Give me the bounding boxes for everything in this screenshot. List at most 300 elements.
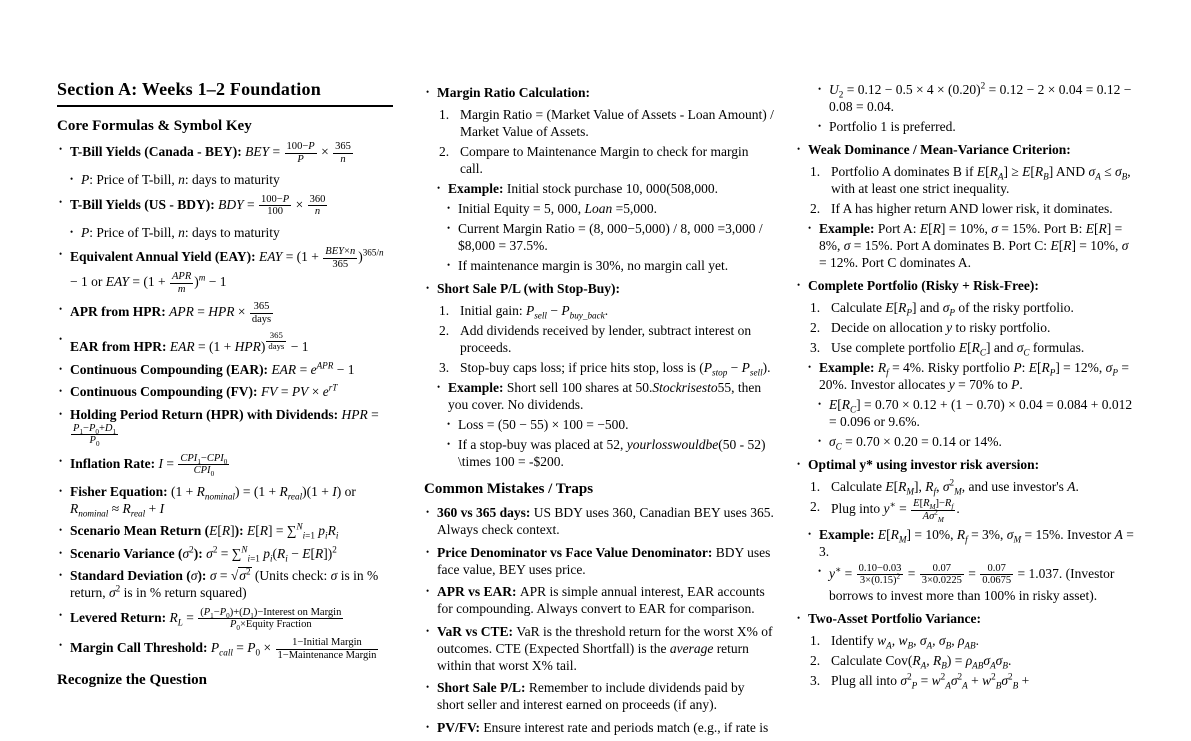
math-var: P xyxy=(247,639,256,655)
math-var: B xyxy=(945,640,952,651)
math-var: σ xyxy=(1121,238,1129,253)
math-roman: = xyxy=(841,565,856,581)
fraction-numerator: 100−P xyxy=(286,141,315,153)
superscript: 2 xyxy=(940,671,946,682)
fraction-numerator: 365 xyxy=(335,141,351,153)
item-text xyxy=(808,457,1039,472)
item-text: P: Price of T-bill, n: days to maturity xyxy=(81,224,280,240)
math-var: BEY xyxy=(245,144,270,160)
fraction-denominator: $3\times(0.15)^2$ xyxy=(857,574,904,587)
math-var: P xyxy=(308,141,315,153)
item-text: Initial Equity = 5, 000, Loan =5,000. xyxy=(458,201,657,216)
item-text: Use complete portfolio $E[R_C]$ and $\sigma_C$ formulas. xyxy=(831,340,1085,358)
bold-text: APR vs EAR: xyxy=(437,584,520,600)
math-var: f xyxy=(965,534,968,545)
math-var: rT xyxy=(328,382,338,393)
math-var: E xyxy=(1085,221,1095,236)
math-roman: = xyxy=(367,406,379,422)
math-var: C xyxy=(850,404,857,415)
math-roman: = 12% xyxy=(819,255,855,270)
subscript xyxy=(750,368,763,378)
bold-text: PV/FV: xyxy=(437,719,484,735)
bullet-marker: • xyxy=(59,609,63,620)
bullet-item xyxy=(795,220,1137,271)
item-text: Example: Initial stock purchase 10, 000(508,000. xyxy=(448,181,718,196)
math-var: E xyxy=(976,164,986,179)
fraction xyxy=(979,563,1014,588)
math-roman: 8, 000 = xyxy=(680,221,726,236)
math-var: σ xyxy=(108,585,116,601)
math-roman: − 1 xyxy=(205,273,227,289)
bold-text: Levered Return: xyxy=(70,609,170,625)
math-var: p xyxy=(318,523,326,539)
math-roman: ] = 10%, xyxy=(940,221,992,236)
math-roman: + xyxy=(967,673,983,689)
superscript: ∗ xyxy=(835,564,842,575)
math-var: σ xyxy=(900,673,908,689)
math-var: E xyxy=(829,397,838,412)
bullet-marker: • xyxy=(818,84,822,94)
math-var: n xyxy=(349,246,356,258)
math-var: R xyxy=(925,479,934,494)
subscript: 1 xyxy=(250,611,254,620)
bullet-item xyxy=(424,623,774,674)
item-text xyxy=(70,141,354,165)
superscript: 2 xyxy=(189,544,194,555)
math-var: m xyxy=(198,272,206,283)
subscript xyxy=(131,508,145,518)
bullet-item xyxy=(795,396,1137,430)
math-var: R xyxy=(1063,238,1072,253)
math-var: R xyxy=(277,545,286,561)
item-text: Current Margin Ratio = (8, 000−5,000) / 8, 000 =3,000 / $8,000 = 37.5%. xyxy=(458,221,763,253)
math-var: HPR xyxy=(208,303,235,319)
math-var: E xyxy=(958,340,968,355)
fraction xyxy=(910,498,956,523)
math-roman: = xyxy=(612,201,624,216)
item-text: Plug into y∗ = $\frac{E[R_M]-R_f}{A\sigma^2_M}$ . xyxy=(831,498,960,524)
bullet-item xyxy=(57,224,393,241)
numbered-item xyxy=(795,478,1137,495)
bullet-marker: • xyxy=(59,386,63,397)
math-roman: = 15% xyxy=(1021,526,1061,542)
math-var: R xyxy=(196,483,205,499)
math-roman: 5, 000, xyxy=(543,201,585,216)
math-var: A xyxy=(886,640,892,651)
bullet-marker: • xyxy=(437,183,441,193)
math-var: R xyxy=(890,526,899,542)
item-text: Short Sale P/L: Remember to include dividends paid by short seller and interest earned on proceeds (if any). xyxy=(437,680,745,713)
bold-text: Equivalent Annual Yield (EAY): xyxy=(70,249,260,265)
math-var: E xyxy=(1022,164,1031,179)
fraction xyxy=(70,423,119,448)
item-text: Calculate $E[R_P]$ and $\sigma_P$ of the risky portfolio. xyxy=(831,300,1074,318)
math-var: PV xyxy=(291,384,309,400)
bullet-marker: • xyxy=(447,260,451,270)
math-var: EAR xyxy=(169,339,195,355)
bullet-marker: • xyxy=(59,525,63,536)
math-var: P xyxy=(525,303,535,318)
fraction-numerator: $P_1-P_0+D_1$ xyxy=(73,422,117,436)
math-var: CPI xyxy=(180,452,198,464)
math-roman: = xyxy=(232,639,248,655)
bullet-marker: • xyxy=(426,586,430,597)
math-var: n xyxy=(178,224,185,240)
math-var: R xyxy=(279,483,288,499)
math-var: R xyxy=(923,498,930,509)
math-roman: = xyxy=(163,455,178,471)
superscript: 2 xyxy=(115,583,121,594)
bullet-item xyxy=(57,637,393,662)
bold-text: T-Bill Yields (US - BDY): xyxy=(70,196,219,212)
item-text: VaR vs CTE: VaR is the threshold return for the worst X% of outcomes. CTE (Expected Shortfall) is the average return within that worst X% tail. xyxy=(437,623,773,673)
math-var: M xyxy=(906,486,914,497)
bold-text: Continuous Compounding (FV): xyxy=(70,384,261,400)
math-var: w xyxy=(877,633,887,649)
math-var: R xyxy=(898,300,907,315)
math-var: σ xyxy=(983,653,991,669)
bullet-marker: • xyxy=(426,721,430,732)
bullet-marker: • xyxy=(797,458,801,469)
math-var: P xyxy=(741,360,750,375)
subscript: 0 xyxy=(255,647,261,658)
item-text: Example: Port A: E[R] = 10%, σ = 15%. Port B: E[R] = 8%, σ = 15%. Port A dominates B. Port C: E[R] = 10%, σ = 12%. Port C dominates A. xyxy=(819,221,1129,270)
math-var: E xyxy=(877,526,887,542)
math-var: BDY xyxy=(218,196,244,212)
fraction-denominator xyxy=(285,153,317,166)
bullet-marker: • xyxy=(426,625,430,636)
fraction-denominator: 3×0.0225 xyxy=(921,575,962,587)
math-var: , ρ xyxy=(951,633,965,649)
bullet-item xyxy=(424,379,774,413)
item-text: APR vs EAR: APR is simple annual interest, EAR accounts for compounding. Always convert to EAR for comparison. xyxy=(437,584,765,617)
numbered-item xyxy=(795,163,1137,197)
math-roman: = 0.12 − 0.5 × 4 × (0.20) xyxy=(843,82,981,97)
fraction xyxy=(275,637,380,662)
subscript: 0 xyxy=(236,624,240,633)
bold-text: T-Bill Yields (Canada - BEY): xyxy=(70,144,246,160)
math-var: C xyxy=(835,441,842,452)
bullet-marker: • xyxy=(426,507,430,518)
math-var: E xyxy=(1028,360,1037,375)
math-var: E xyxy=(885,479,894,494)
bullet-marker: • xyxy=(59,249,63,260)
math-var: AB xyxy=(964,640,976,651)
item-text: PV/FV: Ensure interest rate and periods match (e.g., if rate is xyxy=(437,719,769,735)
math-roman: = 20% xyxy=(819,360,1129,392)
fraction-numerator: 1−Initial Margin xyxy=(292,636,362,648)
math-var: σ xyxy=(1088,164,1096,179)
fraction-numerator: $E[R_M]-R_f$ xyxy=(913,498,954,512)
bullet-item xyxy=(424,220,774,254)
item-text: Add dividends received by lender, subtract interest on proceeds. xyxy=(460,323,752,355)
math-var: L xyxy=(177,617,183,628)
fraction-denominator xyxy=(308,205,328,218)
superscript: 2 xyxy=(934,508,938,517)
math-var: P xyxy=(703,360,712,375)
subscript xyxy=(712,368,727,378)
math-var: sell xyxy=(749,367,763,378)
math-roman: ] xyxy=(911,300,917,315)
bullet-marker: • xyxy=(447,439,451,449)
item-text: $E[R_C] = 0.70 \times 0.12 + (1 - 0.70) \times 0.04 = 0.084 + 0.012 = 0.096$ or 9.6%. xyxy=(829,397,1133,429)
item-number: 1. xyxy=(439,107,450,122)
bullet-item xyxy=(424,679,774,713)
item-text: Standard Deviation (σ): $\sigma = √\sigma^2$ (Units check: σ is in % return, $\sigma^2$ is in % return squared) xyxy=(70,566,379,601)
math-roman: ( xyxy=(272,545,278,561)
math-var: A xyxy=(926,640,933,651)
math-var: σ xyxy=(182,545,190,561)
subscript xyxy=(951,503,953,511)
math-roman: − 1 xyxy=(287,339,309,355)
fraction-numerator: $(P_1-P_0)+(D_1)-Interest$ on Margin xyxy=(200,606,342,620)
fraction xyxy=(856,563,905,588)
fraction-numerator: 360 xyxy=(309,193,326,205)
section-heading: Section A: Weeks 1–2 Foundation xyxy=(57,78,393,107)
math-roman: − 1 xyxy=(333,361,355,377)
item-text: Initial gain: $P_{sell} - P_{buy\_back}$. xyxy=(460,303,609,321)
math-roman: = xyxy=(904,565,919,581)
item-text xyxy=(70,606,344,633)
item-number: 1. xyxy=(810,479,821,494)
math-var: σ xyxy=(829,434,836,449)
math-var: APR xyxy=(169,303,194,319)
bold-text: Two-Asset Portfolio Variance: xyxy=(808,610,981,626)
fraction xyxy=(169,271,194,296)
bold-text: Weak Dominance / Mean-Variance Criterion: xyxy=(808,141,1071,157)
math-var: P xyxy=(1049,367,1056,378)
item-text: $U_2 = 0.12 - 0.5 \times 4 \times (0.20)^2 = 0.12 - 2 \times 0.04 = 0.12 - 0.08 = 0.04$. xyxy=(829,80,1132,114)
bullet-marker: • xyxy=(59,570,63,581)
math-var: i xyxy=(335,530,339,541)
fraction-denominator xyxy=(170,283,193,296)
bold-text: Short Sale P/L (with Stop-Buy): xyxy=(437,280,621,296)
math-var: σ xyxy=(1016,340,1024,355)
subscript xyxy=(219,647,233,657)
math-var: E xyxy=(913,498,920,509)
math-var: E xyxy=(302,545,311,561)
math-var: , σ xyxy=(932,633,946,649)
math-var: buy_back xyxy=(569,310,605,321)
math-var: B xyxy=(1002,660,1008,671)
math-var: R xyxy=(70,500,79,516)
math-var: P xyxy=(1013,360,1022,375)
math-var: D xyxy=(104,422,113,434)
math-var: P xyxy=(906,307,912,318)
bullet-marker: • xyxy=(447,203,451,213)
math-var: yourlosswouldbe xyxy=(626,437,719,452)
math-var: i xyxy=(269,553,273,564)
superscript: 2 xyxy=(245,566,251,577)
subscript: 0 xyxy=(95,427,99,436)
bullet-marker: • xyxy=(59,455,63,466)
math-roman: ] ≥ xyxy=(1003,164,1023,179)
fraction-denominator: days xyxy=(268,340,285,351)
math-roman: ] xyxy=(1048,164,1054,179)
subscript: 2 xyxy=(838,89,844,100)
subscript: 0 xyxy=(223,457,228,466)
math-roman: ] = 12%, xyxy=(1055,360,1106,375)
math-var: σ xyxy=(1006,526,1014,542)
math-var: E xyxy=(885,300,894,315)
item-text xyxy=(70,406,379,449)
math-var: σ xyxy=(991,221,998,236)
item-text: Margin Ratio = (Market Value of Assets - Loan Amount) / Market Value of Assets. xyxy=(460,107,774,139)
math-var: Aσ xyxy=(922,510,935,522)
bullet-item xyxy=(57,301,393,326)
math-var: E xyxy=(1050,238,1059,253)
math-roman: ] = ∑ xyxy=(267,523,297,539)
math-var: R xyxy=(989,164,998,179)
math-var: CPI xyxy=(206,452,224,464)
math-var: B xyxy=(941,660,947,671)
subscript xyxy=(1013,534,1021,544)
math-var: σ xyxy=(843,238,851,253)
math-var: w xyxy=(982,673,992,689)
math-var: σ xyxy=(1001,673,1008,689)
math-roman: = xyxy=(895,501,911,516)
item-text xyxy=(808,278,1039,293)
bold-text: Inflation Rate: xyxy=(70,455,159,471)
bullet-item xyxy=(424,504,774,538)
item-text xyxy=(808,142,1071,157)
math-var: , w xyxy=(891,633,908,649)
math-var: e xyxy=(310,361,317,377)
math-var: n xyxy=(379,247,384,258)
math-var: B xyxy=(907,640,914,651)
math-var: P xyxy=(297,153,304,165)
math-var: stop xyxy=(712,367,728,378)
subscript: 1 xyxy=(112,427,117,436)
fraction-numerator xyxy=(170,271,193,283)
bullet-item xyxy=(424,200,774,217)
math-var: R xyxy=(841,397,850,412)
bullet-item xyxy=(57,453,393,478)
math-var: I xyxy=(332,483,337,499)
bullet-marker: • xyxy=(797,612,801,623)
numbered-item xyxy=(795,339,1137,356)
bullet-marker: • xyxy=(808,223,812,233)
fraction-denominator xyxy=(71,434,118,447)
item-text: $\sigma_C = 0.70 \times 0.20 = 0.14$ or 14%. xyxy=(829,434,1002,452)
bullet-item xyxy=(424,583,774,617)
numbered-item xyxy=(795,498,1137,523)
math-roman: ) = (1 + xyxy=(234,483,280,499)
math-var: R xyxy=(932,221,941,236)
math-roman: ≈ xyxy=(108,500,123,516)
math-roman: = xyxy=(964,565,980,581)
math-var: P xyxy=(88,422,96,434)
math-var: E xyxy=(209,523,218,539)
math-var: R xyxy=(169,609,178,625)
math-roman: = xyxy=(243,196,259,212)
item-number: 1. xyxy=(810,164,821,179)
item-number: 2. xyxy=(439,323,450,338)
fraction-denominator: 0.0675 xyxy=(982,575,1012,587)
fraction xyxy=(332,141,354,166)
bullet-item xyxy=(57,383,393,400)
math-roman: ]) xyxy=(323,545,333,561)
bullet-item xyxy=(57,141,393,166)
bold-text: 360 vs 365 days: xyxy=(437,505,534,521)
math-var: M xyxy=(937,515,944,524)
math-var: P xyxy=(911,680,918,691)
italic-text: average xyxy=(669,640,714,656)
math-roman: × xyxy=(317,144,333,160)
fraction xyxy=(177,453,230,478)
subscript xyxy=(205,491,235,501)
bullet-marker: • xyxy=(59,547,63,558)
math-roman: − xyxy=(546,303,562,318)
fraction xyxy=(307,194,329,219)
bullet-marker: • xyxy=(797,143,801,154)
math-roman: = 15% xyxy=(997,221,1038,236)
bullet-marker: • xyxy=(426,86,430,97)
item-text xyxy=(437,281,620,296)
bullet-marker: • xyxy=(797,279,801,290)
subsection-heading: Recognize the Question xyxy=(57,672,207,689)
math-var: σ xyxy=(209,568,217,584)
math-var: APR xyxy=(316,360,334,371)
subscript xyxy=(964,641,975,651)
math-var: m xyxy=(177,283,186,295)
math-var: R xyxy=(327,523,336,539)
item-number: 2. xyxy=(810,320,821,335)
subscript xyxy=(934,487,937,497)
bold-text: Scenario Variance ( xyxy=(70,545,183,561)
bullet-item xyxy=(795,277,1137,294)
math-roman: = ∑ xyxy=(217,545,242,561)
item-text: Portfolio A dominates B if $E[R_A] \ge E[R_B]$ AND $\sigma_A \le \sigma_B$, with at least one strict inequality. xyxy=(831,164,1131,196)
bullet-item xyxy=(57,331,393,355)
bullet-item xyxy=(795,610,1137,627)
item-text xyxy=(70,362,355,377)
item-text: Example: $E[R_M] = 10\%$, $R_f = 3\%$, $\sigma_M = 15\%$. Investor A = 3. xyxy=(819,526,1134,559)
superscript: 2 xyxy=(896,572,901,581)
math-var: B xyxy=(1043,171,1049,182)
superscript xyxy=(265,329,287,351)
subscript xyxy=(288,491,302,501)
fraction-numerator: 365 xyxy=(253,300,270,312)
bullet-item xyxy=(57,171,393,188)
math-roman: − 1 or xyxy=(70,273,106,289)
superscript: 2 xyxy=(949,477,955,488)
bold-text: APR from HPR: xyxy=(70,303,170,319)
math-var: i xyxy=(247,553,251,564)
math-var: P xyxy=(282,193,290,205)
math-var: A xyxy=(1095,171,1101,182)
sqrt-body xyxy=(238,567,251,583)
fraction-denominator xyxy=(178,464,229,477)
bold-text: Example: xyxy=(819,526,878,542)
bullet-item xyxy=(57,246,393,295)
numbered-item xyxy=(795,299,1137,316)
math-var: A xyxy=(990,660,996,671)
math-var: P xyxy=(89,435,96,447)
math-roman: = xyxy=(296,361,311,377)
subscript xyxy=(972,661,983,671)
math-roman: ] xyxy=(914,479,919,494)
math-var: N xyxy=(296,521,303,532)
item-text: P: Price of T-bill, n: days to maturity xyxy=(81,172,280,188)
math-roman: = xyxy=(269,144,284,160)
bullet-item xyxy=(795,359,1137,393)
superscript xyxy=(329,383,338,393)
numbered-item xyxy=(424,359,774,376)
item-text: Calculate $Cov(R_A$, $R_B) = \rho_{AB}\sigma_A\sigma_B$. xyxy=(831,653,1012,671)
fraction xyxy=(197,607,344,632)
math-var: P xyxy=(1112,367,1118,378)
